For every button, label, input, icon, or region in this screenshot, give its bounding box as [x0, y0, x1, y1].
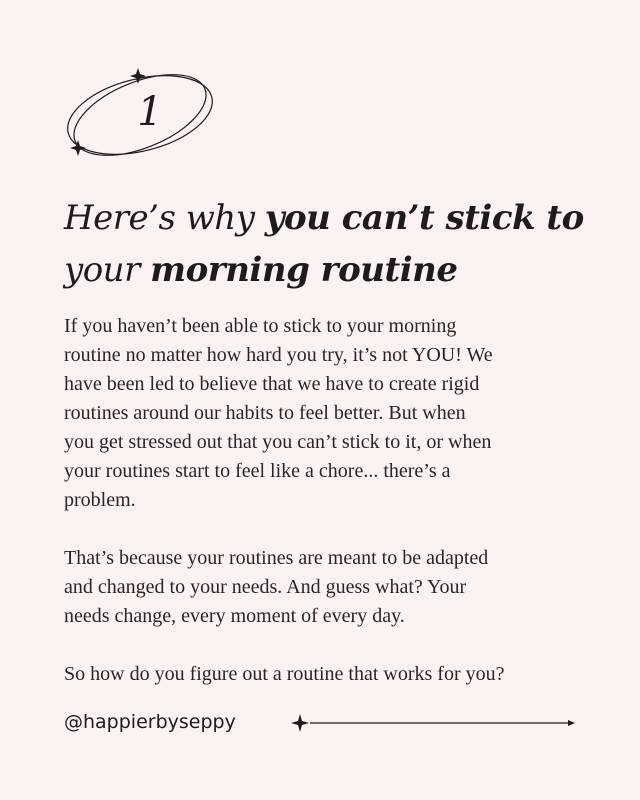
number-badge: [60, 60, 220, 170]
body-text: [64, 312, 584, 718]
social-handle: @happierbyseppy: [64, 711, 236, 733]
paragraph-1: [64, 312, 584, 515]
paragraph-1-line: your routines start to feel like a chore... there’s a: [64, 460, 451, 482]
sparkle-arrow-icon: [288, 710, 580, 736]
paragraph-1-line: routine no matter how hard you try, it’s not YOU! We: [64, 344, 493, 366]
paragraph-2-line: needs change, every moment of every day.: [64, 605, 405, 627]
sparkle-bottom-icon: [70, 140, 86, 156]
paragraph-1-line: problem.: [64, 489, 136, 511]
paragraph-3-line: So how do you figure out a routine that works for you?: [64, 663, 505, 685]
paragraph-1-line: routines around our habits to feel better. But when: [64, 402, 466, 424]
paragraph-3: [64, 660, 584, 689]
sparkle-top-icon: [130, 68, 146, 84]
paragraph-1-line: you get stressed out that you can’t stick to it, or when: [64, 431, 492, 453]
headline: [64, 192, 624, 296]
paragraph-2-line: and changed to your needs. And guess what? Your: [64, 576, 467, 598]
headline-part-4: morning routine: [150, 250, 458, 290]
paragraph-1-line: have been led to believe that we have to create rigid: [64, 373, 480, 395]
paragraph-2: [64, 544, 584, 631]
headline-part-2: you can’t stick to: [264, 198, 584, 238]
headline-part-1: Here’s why: [64, 198, 265, 238]
headline-part-3: your: [64, 250, 151, 290]
badge-number: 1: [137, 89, 163, 135]
paragraph-1-line: If you haven’t been able to stick to your morning: [64, 315, 457, 337]
paragraph-2-line: That’s because your routines are meant to be adapted: [64, 547, 489, 569]
